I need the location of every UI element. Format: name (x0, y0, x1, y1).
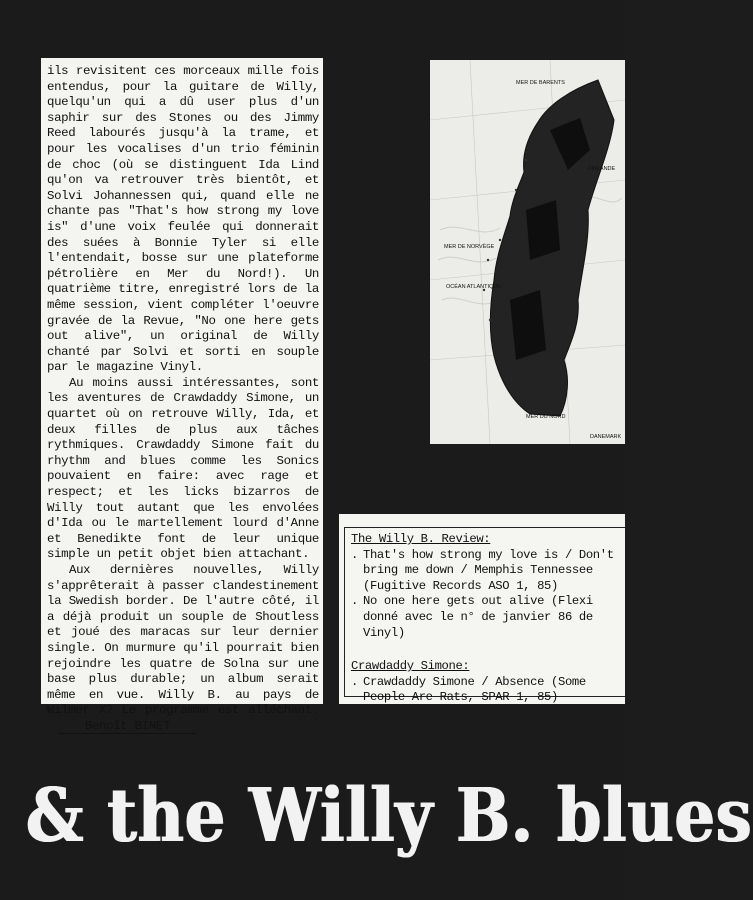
article-paragraph-1: ils revisitent ces morceaux mille fois entendus, pour la guitare de Willy, quelqu'un qui a dû user plus d'un saphir sur des Stones ou des Jimmy Reed labourés jusqu'à la trame, et pour les vocalises d'un trio féminin de choc (où se distinguent Ida Lind qu'on va retrouver très bientôt, et Solvi Johannessen qui, quand elle ne chante pas "That's how strong my love is" d'une voix feulée qui donnerait des suées à Bonnie Tyler si elle l'entendait, bosse sur une plateforme pétrolière en Mer du Nord!). Un quatrième titre, enregistré lors de la même session, vient compléter l'oeuvre gravée de la Revue, "No one here gets out alive", un original de Willy chanté par Solvi et sorti en souple par le magazine Vinyl. (47, 64, 319, 375)
review-heading: The Willy B. Review: (351, 532, 491, 546)
review-bullet: . (351, 547, 358, 562)
map-label-danemark: DANEMARK (590, 434, 622, 440)
article-paragraph-3-text: Aux dernières nouvelles, Willy s'apprêterait à passer clandestinement la Swedish border. De l'autre côté, il a déjà produit un souple de Shoutless et joué des maracas sur leur dernier single. On murmure qu'il pourrait bien rejoindre les quatre de Solna sur une base plus durable; un album serait même en vue. Willy B. au pays de Wilmer X? Le programme est alléchant. (47, 563, 319, 718)
article-paragraph-3 (47, 563, 319, 735)
map-label-ocean: OCÉAN ATLANTIQUE (446, 284, 501, 290)
crawdaddy-item (351, 675, 623, 706)
review-item (351, 594, 623, 641)
crawdaddy-heading: Crawdaddy Simone: (351, 659, 470, 674)
article-signature: Benoît BINET (59, 719, 196, 734)
review-bullet: . (351, 594, 358, 609)
map-label-mer-norvege: MER DE NORVÈGE (444, 244, 495, 250)
map-label-mer-nord: MER DU NORD (526, 414, 566, 420)
page-title: & the Willy B. blues (26, 773, 753, 859)
review-item (351, 548, 623, 595)
crawdaddy-item-text: Crawdaddy Simone / Absence (Some People Are Rats, SPAR 1, 85) (363, 674, 586, 705)
map-illustration (430, 60, 625, 444)
article-column (41, 58, 323, 733)
norway-map (430, 60, 625, 444)
review-item-text: No one here gets out alive (Flexi donné avec le n° de janvier 86 de Vinyl) (363, 594, 593, 640)
review-box (339, 514, 625, 704)
review-list (344, 527, 625, 705)
review-item-text: That's how strong my love is / Don't bring me down / Memphis Tennessee (Fugitive Records ASO 1, 85) (363, 547, 614, 593)
crawdaddy-bullet: . (351, 674, 358, 689)
map-label-finlande: FINLANDE (588, 166, 616, 172)
map-label-barents: MER DE BARENTS (516, 80, 565, 86)
article-paragraph-2: Au moins aussi intéressantes, sont les aventures de Crawdaddy Simone, un quartet où on retrouve Willy, Ida, et deux filles de plus aux tâches rythmiques. Crawdaddy Simone fait du rhythm and blues comme les Sonics pouvaient en faire: avec rage et respect; et les licks bizarros de Willy tout autant que les envolées d'Ida ou le martellement lourd d'Anne et Benedikte font de leur unique simple un petit objet bien attachant. (47, 375, 319, 562)
